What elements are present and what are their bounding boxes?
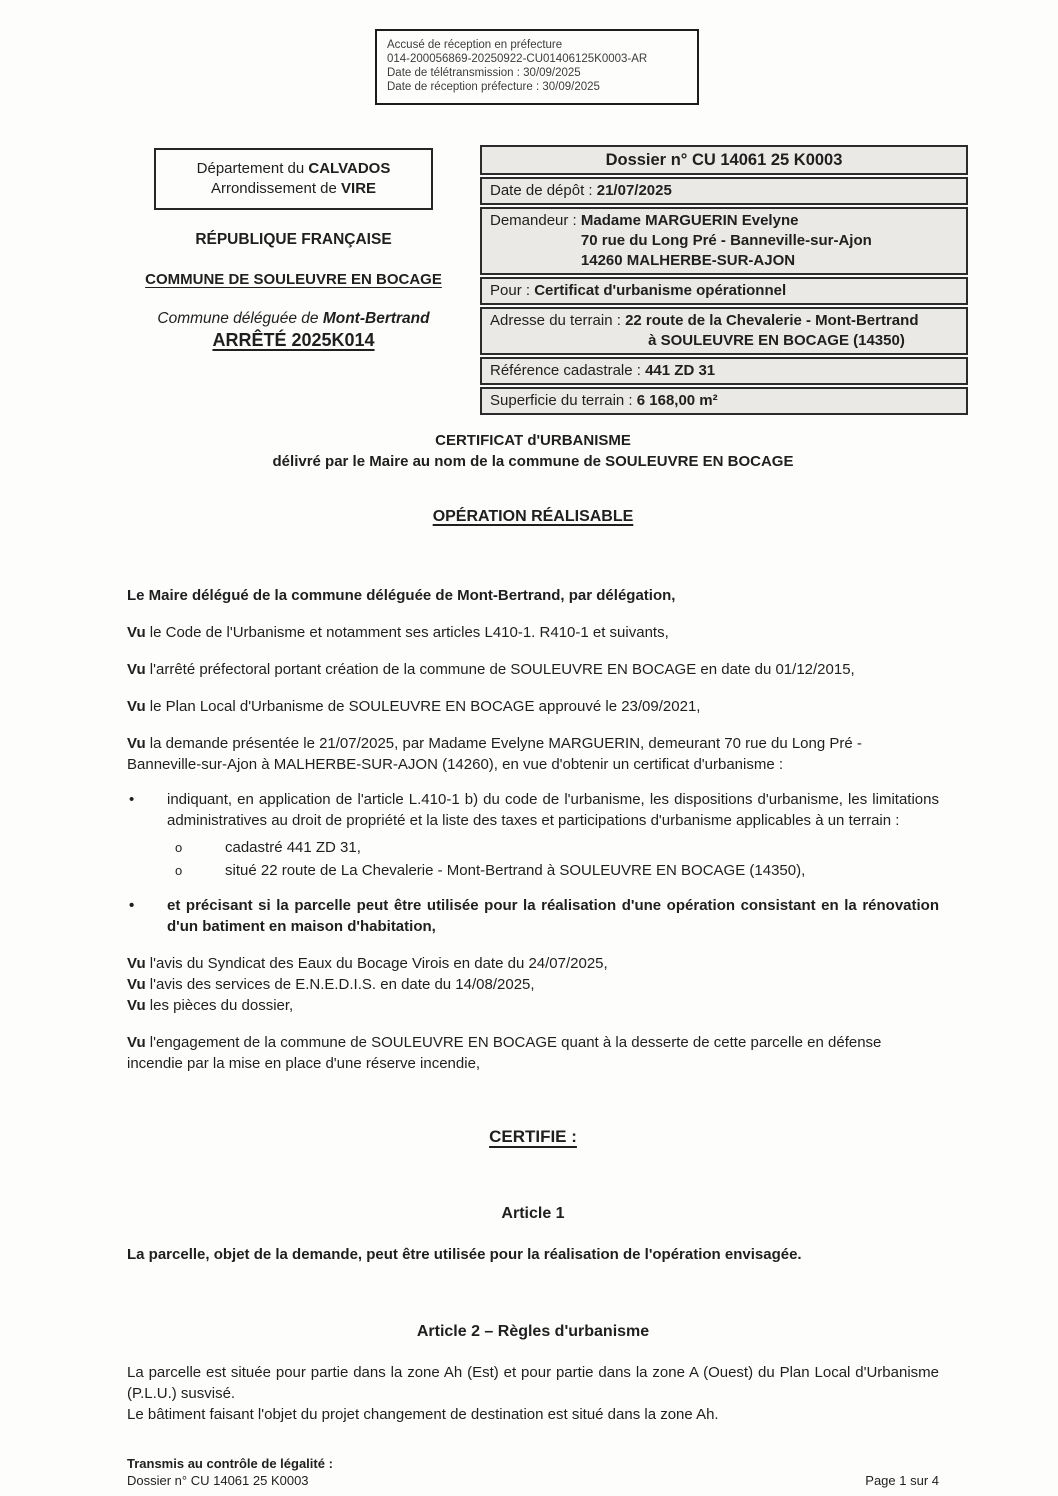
vu-engagement-text: l'engagement de la commune de SOULEUVRE EN BOCAGE quant à la desserte de cette parcelle en défense incendie par la mise en place d'une réserve incendie, <box>127 1034 882 1072</box>
sub-bullet-cadastre <box>169 837 939 858</box>
arrondissement-label: Arrondissement de <box>210 180 342 197</box>
receipt-reception-date: Date de réception préfecture : 30/09/2025 <box>387 81 600 93</box>
paragraph-maire: Le Maire délégué de la commune déléguée de Mont-Bertrand, par délégation, <box>127 587 676 604</box>
department-line <box>160 159 427 179</box>
depot-label: Date de dépôt : <box>490 182 597 199</box>
pour-label: Pour : <box>490 282 535 299</box>
bullet-precisant-text: et précisant si la parcelle peut être utilisée pour la réalisation d'une opération consistant en la rénovation d'un batiment en maison d'habitation, <box>167 897 939 935</box>
paragraph-vu-plu <box>127 696 939 717</box>
article2-paragraph-batiment: Le bâtiment faisant l'objet du projet changement de destination est situé dans la zone Ah. <box>127 1406 719 1423</box>
bullet-item-indiquant <box>127 789 939 831</box>
commune-title: COMMUNE DE SOULEUVRE EN BOCAGE <box>145 271 442 288</box>
paragraph-vu-arrete <box>127 659 939 680</box>
article2-title: Article 2 – Règles d'urbanisme <box>416 1323 650 1340</box>
adresse-label: Adresse du terrain : <box>490 312 626 329</box>
footer-transmis-line: Transmis au contrôle de légalité : <box>127 1456 333 1471</box>
receipt-title: Accusé de réception en préfecture <box>387 39 563 51</box>
paragraph-vu-syndicat <box>127 953 939 974</box>
sub-bullet-list <box>169 837 939 881</box>
vu-word: Vu <box>127 661 146 678</box>
vu-word: Vu <box>127 997 146 1014</box>
vu-plu-text: le Plan Local d'Urbanisme de SOULEUVRE EN BOCAGE approuvé le 23/09/2021, <box>145 698 701 715</box>
vu-arrete-text: l'arrêté préfectoral portant création de la commune de SOULEUVRE EN BOCAGE en date du 01/12/2015, <box>145 661 855 678</box>
adresse-value <box>625 311 958 351</box>
arrete-number: ARRÊTÉ 2025K014 <box>212 330 375 350</box>
sub-bullet-marker: o <box>175 840 183 855</box>
department-name: CALVADOS <box>308 160 391 177</box>
dossier-depot-row <box>480 177 968 205</box>
vu-syndicat-text: l'avis du Syndicat des Eaux du Bocage Virois en date du 24/07/2025, <box>145 955 608 972</box>
paragraph-vu-pieces <box>127 995 939 1016</box>
pour-value: Certificat d'urbanisme opérationnel <box>534 282 787 299</box>
adresse-street: 22 route de la Chevalerie - Mont-Bertrand <box>625 312 919 329</box>
demandeur-label: Demandeur : <box>490 212 581 229</box>
footer-bottom-line <box>127 1472 939 1489</box>
commune-deleguee-label: Commune déléguée de <box>157 310 323 327</box>
demandeur-city: 14260 MALHERBE-SUR-AJON <box>580 252 796 269</box>
paragraph-vu-engagement <box>127 1032 939 1074</box>
cadastrale-label: Référence cadastrale : <box>490 362 646 379</box>
dossier-demandeur-row <box>480 207 968 275</box>
header-left-column <box>127 148 460 351</box>
sub-bullet-situe-text: situé 22 route de La Chevalerie - Mont-Bertrand à SOULEUVRE EN BOCAGE (14350), <box>225 862 806 879</box>
article1-title: Article 1 <box>501 1205 565 1222</box>
certifie-heading: CERTIFIE : <box>489 1127 577 1146</box>
vu-enedis-text: l'avis des services de E.N.E.D.I.S. en date du 14/08/2025, <box>145 976 535 993</box>
vu-word: Vu <box>127 624 146 641</box>
dossier-number-header: Dossier n° CU 14061 25 K0003 <box>480 145 968 175</box>
adresse-city: à SOULEUVRE EN BOCAGE (14350) <box>648 332 905 349</box>
vu-word: Vu <box>127 1034 146 1051</box>
certificate-subtitle: délivré par le Maire au nom de la commune de SOULEUVRE EN BOCAGE <box>272 453 794 470</box>
vu-avis-block <box>127 953 939 1016</box>
certificate-title: CERTIFICAT d'URBANISME <box>435 432 631 449</box>
demandeur-street: 70 rue du Long Pré - Banneville-sur-Ajon <box>580 232 872 249</box>
vu-code-text: le Code de l'Urbanisme et notamment ses articles L410-1. R410-1 et suivants, <box>145 624 669 641</box>
footer-page-number: Page 1 sur 4 <box>865 1473 939 1488</box>
operation-realisable-heading: OPÉRATION RÉALISABLE <box>432 508 634 525</box>
article2-paragraph-zones: La parcelle est située pour partie dans la zone Ah (Est) et pour partie dans la zone A (Ouest) du Plan Local d'Urbanisme (P.L.U.) susvisé. <box>127 1364 939 1402</box>
dossier-table <box>480 145 968 417</box>
vu-word: Vu <box>127 976 146 993</box>
sub-bullet-situe <box>169 860 939 881</box>
vu-word: Vu <box>127 735 146 752</box>
superficie-value: 6 168,00 m² <box>636 392 718 409</box>
superficie-label: Superficie du terrain : <box>490 392 637 409</box>
arrondissement-line <box>160 179 427 199</box>
bullet-indiquant-text: indiquant, en application de l'article L.410-1 b) du code de l'urbanisme, les dispositions d'urbanisme, les limitations administratives au droit de propriété et la liste des taxes et participations d'urbanisme applicables à un terrain : <box>167 791 939 829</box>
paragraph-vu-enedis <box>127 974 939 995</box>
page-footer <box>127 1455 939 1489</box>
bullet-marker: • <box>129 791 135 808</box>
article1-text: La parcelle, objet de la demande, peut être utilisée pour la réalisation de l'opération envisagée. <box>127 1246 802 1263</box>
demandeur-name: Madame MARGUERIN Evelyne <box>580 212 799 229</box>
bullet-marker: • <box>129 897 135 914</box>
paragraph-vu-demande <box>127 733 939 775</box>
paragraph-vu-code <box>127 622 939 643</box>
cadastrale-value: 441 ZD 31 <box>645 362 716 379</box>
receipt-teletransmission-date: Date de télétransmission : 30/09/2025 <box>387 67 581 79</box>
dossier-superficie-row <box>480 387 968 415</box>
sub-bullet-marker: o <box>175 863 183 878</box>
commune-deleguee-line <box>127 310 460 328</box>
receipt-reference: 014-200056869-20250922-CU01406125K0003-AR <box>387 53 648 65</box>
department-label: Département du <box>196 160 309 177</box>
vu-word: Vu <box>127 955 146 972</box>
vu-demande-text: la demande présentée le 21/07/2025, par Madame Evelyne MARGUERIN, demeurant 70 rue du Long Pré - Banneville-sur-Ajon à MALHERBE-SUR-AJON (14260), en vue d'obtenir un certificat d'urbanisme : <box>127 735 862 773</box>
vu-pieces-text: les pièces du dossier, <box>145 997 294 1014</box>
vu-word: Vu <box>127 698 146 715</box>
footer-dossier-number: Dossier n° CU 14061 25 K0003 <box>127 1473 309 1488</box>
depot-value: 21/07/2025 <box>596 182 672 199</box>
sub-bullet-cadastre-text: cadastré 441 ZD 31, <box>225 839 361 856</box>
article2-text-block <box>127 1362 939 1425</box>
arrondissement-name: VIRE <box>341 180 377 197</box>
dossier-pour-row <box>480 277 968 305</box>
department-box <box>154 148 433 210</box>
prefecture-receipt-box <box>375 29 699 105</box>
certificate-title-block <box>127 430 939 472</box>
dossier-adresse-row <box>480 307 968 355</box>
republique-title: RÉPUBLIQUE FRANÇAISE <box>195 231 392 248</box>
document-body <box>127 430 939 1425</box>
demandeur-value <box>581 211 958 271</box>
dossier-cadastrale-row <box>480 357 968 385</box>
commune-deleguee-name: Mont-Bertrand <box>322 310 430 327</box>
bullet-item-precisant <box>127 895 939 937</box>
